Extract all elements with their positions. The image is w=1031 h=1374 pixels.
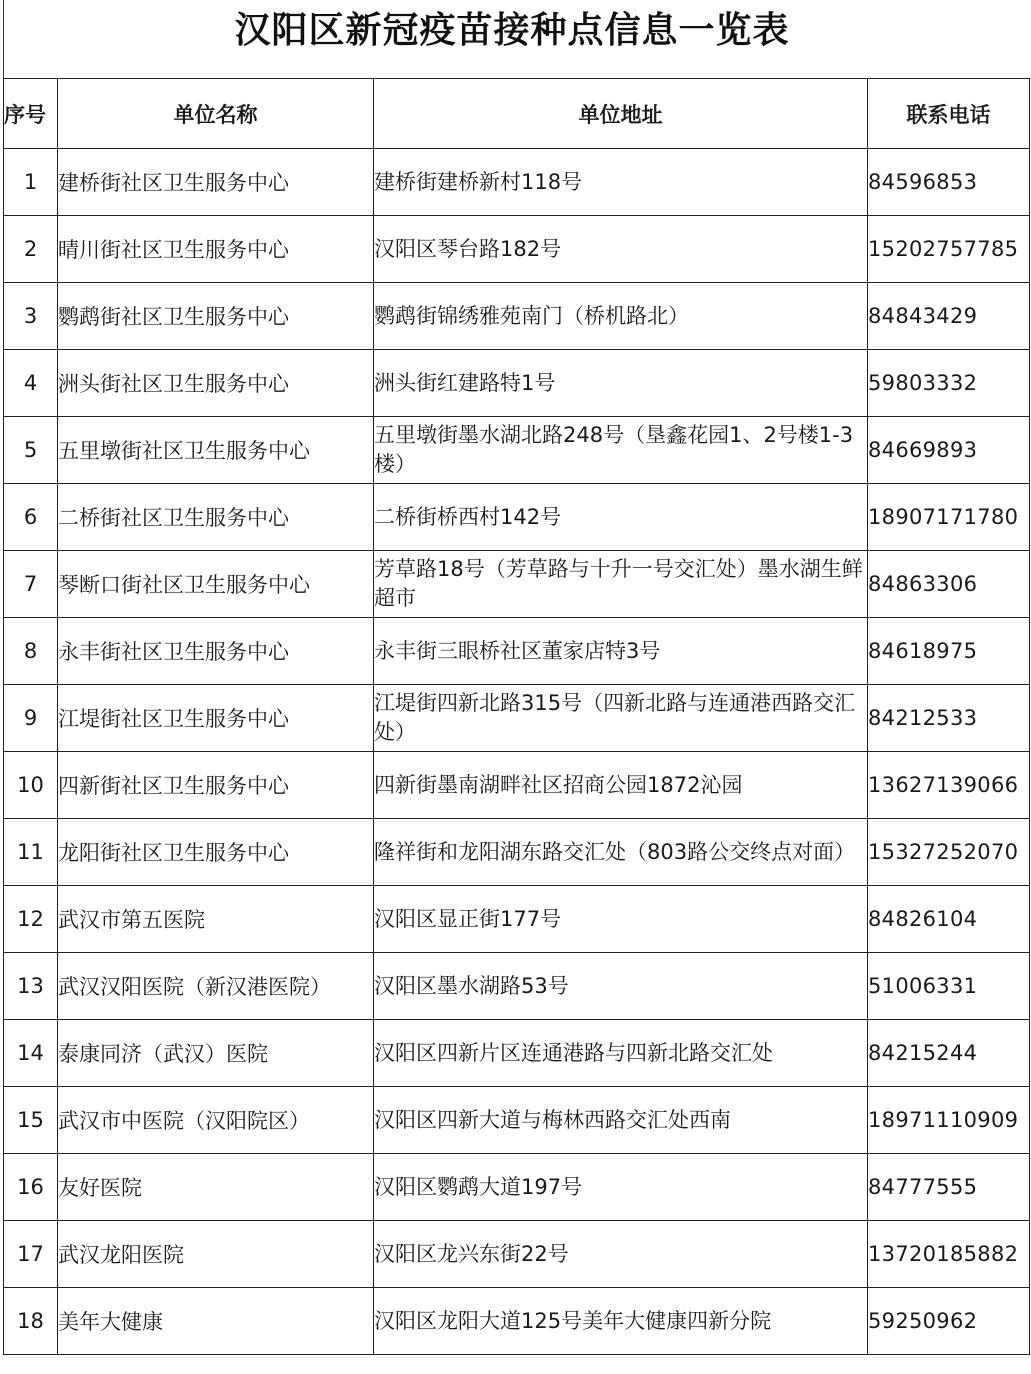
unit-address-cell: 洲头街红建路特1号 (374, 350, 868, 417)
unit-address-cell: 汉阳区显正街177号 (374, 886, 868, 953)
unit-address-cell: 汉阳区龙阳大道125号美年大健康四新分院 (374, 1288, 868, 1355)
phone-cell: 84596853 (868, 149, 1030, 216)
table-row (4, 953, 1030, 1020)
table-row (4, 752, 1030, 819)
row-number-cell: 18 (4, 1288, 58, 1355)
row-number-cell: 6 (4, 484, 58, 551)
unit-name-cell: 武汉汉阳医院（新汉港医院） (58, 953, 374, 1020)
unit-name-cell: 琴断口街社区卫生服务中心 (58, 551, 374, 618)
unit-name-cell: 江堤街社区卫生服务中心 (58, 685, 374, 752)
unit-name-cell: 永丰街社区卫生服务中心 (58, 618, 374, 685)
unit-address-cell: 芳草路18号（芳草路与十升一号交汇处）墨水湖生鲜超市 (374, 551, 868, 618)
unit-address-cell: 二桥街桥西村142号 (374, 484, 868, 551)
table-row (4, 216, 1030, 283)
phone-cell: 13627139066 (868, 752, 1030, 819)
unit-name-cell: 鹦鹉街社区卫生服务中心 (58, 283, 374, 350)
unit-address-cell: 永丰街三眼桥社区董家店特3号 (374, 618, 868, 685)
unit-name-cell: 武汉龙阳医院 (58, 1221, 374, 1288)
table-row (4, 1221, 1030, 1288)
row-number-cell: 2 (4, 216, 58, 283)
table-row (4, 685, 1030, 752)
header-name: 单位名称 (58, 79, 374, 149)
table-row (4, 1154, 1030, 1221)
unit-name-cell: 泰康同济（武汉）医院 (58, 1020, 374, 1087)
unit-name-cell: 友好医院 (58, 1154, 374, 1221)
row-number-cell: 15 (4, 1087, 58, 1154)
table-row (4, 484, 1030, 551)
unit-address-cell: 汉阳区鹦鹉大道197号 (374, 1154, 868, 1221)
table-row (4, 618, 1030, 685)
phone-cell: 84669893 (868, 417, 1030, 484)
table-row (4, 551, 1030, 618)
row-number-cell: 16 (4, 1154, 58, 1221)
unit-address-cell: 四新街墨南湖畔社区招商公园1872沁园 (374, 752, 868, 819)
phone-cell: 84843429 (868, 283, 1030, 350)
row-number-cell: 3 (4, 283, 58, 350)
row-number-cell: 11 (4, 819, 58, 886)
phone-cell: 84215244 (868, 1020, 1030, 1087)
unit-address-cell: 五里墩街墨水湖北路248号（垦鑫花园1、2号楼1-3楼） (374, 417, 868, 484)
phone-cell: 84618975 (868, 618, 1030, 685)
unit-name-cell: 龙阳街社区卫生服务中心 (58, 819, 374, 886)
phone-cell: 59803332 (868, 350, 1030, 417)
table-row (4, 819, 1030, 886)
phone-cell: 59250962 (868, 1288, 1030, 1355)
phone-cell: 51006331 (868, 953, 1030, 1020)
phone-cell: 84777555 (868, 1154, 1030, 1221)
unit-address-cell: 江堤街四新北路315号（四新北路与连通港西路交汇处） (374, 685, 868, 752)
unit-address-cell: 汉阳区四新大道与梅林西路交汇处西南 (374, 1087, 868, 1154)
phone-cell: 18971110909 (868, 1087, 1030, 1154)
table-row (4, 1087, 1030, 1154)
table-row (4, 1288, 1030, 1355)
header-address: 单位地址 (374, 79, 868, 149)
row-number-cell: 13 (4, 953, 58, 1020)
row-number-cell: 4 (4, 350, 58, 417)
table-row (4, 283, 1030, 350)
unit-address-cell: 建桥街建桥新村118号 (374, 149, 868, 216)
unit-name-cell: 二桥街社区卫生服务中心 (58, 484, 374, 551)
row-number-cell: 7 (4, 551, 58, 618)
unit-name-cell: 五里墩街社区卫生服务中心 (58, 417, 374, 484)
unit-name-cell: 洲头街社区卫生服务中心 (58, 350, 374, 417)
table-row (4, 417, 1030, 484)
unit-address-cell: 鹦鹉街锦绣雅苑南门（桥机路北） (374, 283, 868, 350)
header-no: 序号 (4, 79, 58, 149)
row-number-cell: 8 (4, 618, 58, 685)
page-title: 汉阳区新冠疫苗接种点信息一览表 (234, 10, 790, 51)
table-row (4, 886, 1030, 953)
table-row (4, 149, 1030, 216)
unit-name-cell: 建桥街社区卫生服务中心 (58, 149, 374, 216)
table-row (4, 1020, 1030, 1087)
unit-name-cell: 美年大健康 (58, 1288, 374, 1355)
phone-cell: 13720185882 (868, 1221, 1030, 1288)
unit-name-cell: 武汉市第五医院 (58, 886, 374, 953)
phone-cell: 84826104 (868, 886, 1030, 953)
unit-name-cell: 武汉市中医院（汉阳院区） (58, 1087, 374, 1154)
row-number-cell: 12 (4, 886, 58, 953)
phone-cell: 84212533 (868, 685, 1030, 752)
unit-address-cell: 汉阳区四新片区连通港路与四新北路交汇处 (374, 1020, 868, 1087)
row-number-cell: 17 (4, 1221, 58, 1288)
table-header-row (4, 79, 1030, 149)
row-number-cell: 10 (4, 752, 58, 819)
unit-address-cell: 汉阳区龙兴东街22号 (374, 1221, 868, 1288)
row-number-cell: 1 (4, 149, 58, 216)
unit-address-cell: 汉阳区墨水湖路53号 (374, 953, 868, 1020)
phone-cell: 84863306 (868, 551, 1030, 618)
header-phone: 联系电话 (868, 79, 1030, 149)
phone-cell: 15327252070 (868, 819, 1030, 886)
unit-name-cell: 晴川街社区卫生服务中心 (58, 216, 374, 283)
phone-cell: 15202757785 (868, 216, 1030, 283)
row-number-cell: 5 (4, 417, 58, 484)
unit-address-cell: 汉阳区琴台路182号 (374, 216, 868, 283)
vaccination-sites-table (3, 78, 1030, 1355)
row-number-cell: 9 (4, 685, 58, 752)
phone-cell: 18907171780 (868, 484, 1030, 551)
row-number-cell: 14 (4, 1020, 58, 1087)
unit-name-cell: 四新街社区卫生服务中心 (58, 752, 374, 819)
unit-address-cell: 隆祥街和龙阳湖东路交汇处（803路公交终点对面） (374, 819, 868, 886)
table-row (4, 350, 1030, 417)
